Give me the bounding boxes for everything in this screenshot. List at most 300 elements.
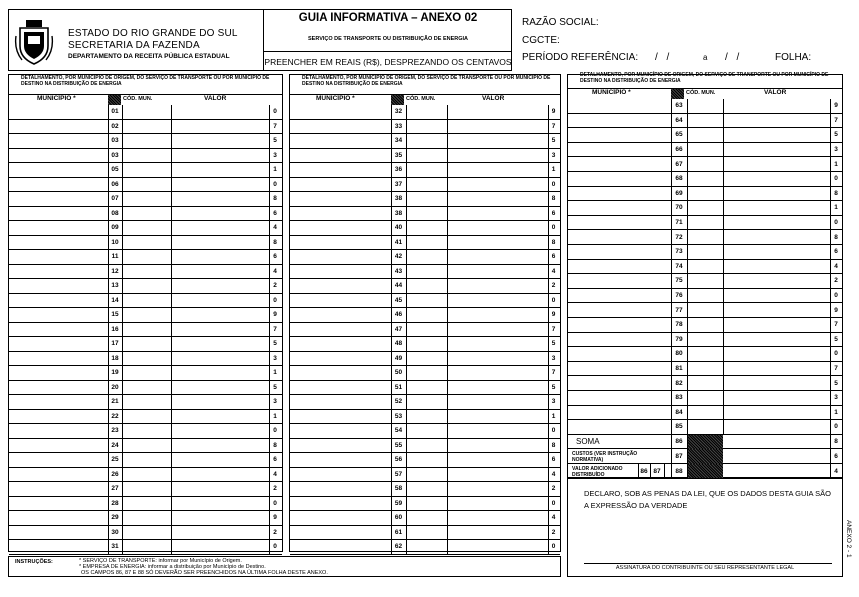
cod-mun-field[interactable]: [687, 114, 723, 128]
valor-field[interactable]: [447, 134, 548, 148]
municipio-field[interactable]: [290, 511, 391, 525]
cod-mun-field[interactable]: [122, 453, 171, 467]
cod-mun-field[interactable]: [122, 236, 171, 250]
cod-mun-field[interactable]: [687, 347, 723, 361]
table-row: [290, 526, 560, 541]
municipio-field[interactable]: [9, 366, 108, 380]
municipio-field[interactable]: [9, 308, 108, 322]
check-digit: 9: [551, 108, 556, 116]
cod-mun-field[interactable]: [406, 250, 447, 264]
municipio-field[interactable]: [9, 250, 108, 264]
valor-field[interactable]: [447, 221, 548, 235]
cod-mun-field[interactable]: [122, 163, 171, 177]
municipio-field[interactable]: [9, 410, 108, 424]
cod-mun-field[interactable]: [122, 207, 171, 221]
municipio-field[interactable]: [290, 192, 391, 206]
municipio-field[interactable]: [290, 294, 391, 308]
cod-mun-field[interactable]: [122, 265, 171, 279]
valor-field[interactable]: [447, 511, 548, 525]
cod-mun-field[interactable]: [122, 134, 171, 148]
cod-mun-field[interactable]: [122, 178, 171, 192]
valor-field[interactable]: [171, 424, 269, 438]
valor-field[interactable]: [447, 410, 548, 424]
valor-field[interactable]: [171, 381, 269, 395]
valor-field[interactable]: [723, 318, 830, 332]
cod-mun-field[interactable]: [406, 352, 447, 366]
valor-field[interactable]: [171, 178, 269, 192]
valor-field[interactable]: [723, 303, 830, 317]
row-number: 18: [111, 354, 119, 362]
cod-mun-field[interactable]: [406, 323, 447, 337]
valor-field[interactable]: [447, 236, 548, 250]
municipio-field[interactable]: [9, 323, 108, 337]
municipio-field[interactable]: [9, 439, 108, 453]
municipio-field[interactable]: [568, 362, 671, 376]
cod-mun-field[interactable]: [122, 497, 171, 511]
valor-field[interactable]: [171, 294, 269, 308]
municipio-field[interactable]: [290, 149, 391, 163]
check-digit: 6: [551, 209, 556, 217]
valor-field[interactable]: [171, 105, 269, 119]
valor-field[interactable]: [171, 120, 269, 134]
valor-field[interactable]: [447, 294, 548, 308]
cod-mun-field[interactable]: [406, 207, 447, 221]
municipio-field[interactable]: [568, 391, 671, 405]
municipio-field[interactable]: [290, 134, 391, 148]
municipio-field[interactable]: [9, 105, 108, 119]
cod-mun-field[interactable]: [687, 230, 723, 244]
valor-field[interactable]: [447, 352, 548, 366]
row-number: 01: [111, 108, 119, 116]
municipio-field[interactable]: [290, 526, 391, 540]
municipio-field[interactable]: [290, 468, 391, 482]
row-number: 84: [675, 408, 683, 416]
table-row: [568, 318, 842, 333]
cod-mun-field[interactable]: [122, 279, 171, 293]
cod-mun-field[interactable]: [122, 308, 171, 322]
municipio-field[interactable]: [290, 120, 391, 134]
valor-field[interactable]: [447, 453, 548, 467]
municipio-field[interactable]: [290, 323, 391, 337]
row-number: 78: [675, 321, 683, 329]
valor-field[interactable]: [171, 439, 269, 453]
table-row: [568, 333, 842, 348]
valor-field[interactable]: [723, 391, 830, 405]
cod-mun-field[interactable]: [122, 424, 171, 438]
valor-field[interactable]: [171, 526, 269, 540]
cod-mun-field[interactable]: [122, 410, 171, 424]
check-digit: 7: [551, 325, 556, 333]
row-number: 43: [394, 267, 403, 275]
check-digit: 6: [834, 248, 838, 256]
cod-mun-field[interactable]: [406, 410, 447, 424]
municipio-field[interactable]: [290, 221, 391, 235]
table-row: [9, 236, 282, 251]
cod-mun-field[interactable]: [406, 120, 447, 134]
municipio-field[interactable]: [9, 381, 108, 395]
row-number: 13: [111, 282, 119, 290]
valor-field[interactable]: [447, 424, 548, 438]
municipio-field[interactable]: [9, 192, 108, 206]
municipio-field[interactable]: [9, 294, 108, 308]
valor-field[interactable]: [447, 163, 548, 177]
valor-field[interactable]: [447, 120, 548, 134]
valor-field[interactable]: [171, 279, 269, 293]
municipio-field[interactable]: [568, 143, 671, 157]
cod-mun-field[interactable]: [687, 260, 723, 274]
municipio-field[interactable]: [9, 424, 108, 438]
municipio-field[interactable]: [9, 265, 108, 279]
valor-field[interactable]: [447, 178, 548, 192]
municipio-field[interactable]: [568, 347, 671, 361]
municipio-field[interactable]: [290, 308, 391, 322]
municipio-field[interactable]: [9, 149, 108, 163]
cod-mun-field[interactable]: [122, 105, 171, 119]
rows-column-3: [568, 99, 842, 435]
cod-mun-field[interactable]: [406, 526, 447, 540]
valor-field[interactable]: [723, 362, 830, 376]
municipio-field[interactable]: [290, 395, 391, 409]
table-row: [9, 279, 282, 294]
municipio-field[interactable]: [290, 497, 391, 511]
municipio-field[interactable]: [290, 439, 391, 453]
check-digit: 5: [551, 383, 556, 391]
cod-mun-field[interactable]: [122, 468, 171, 482]
table-row: [290, 337, 560, 352]
valor-field[interactable]: [447, 395, 548, 409]
cod-mun-field[interactable]: [687, 216, 723, 230]
valor-field[interactable]: [723, 143, 830, 157]
valor-field[interactable]: [447, 207, 548, 221]
valor-field[interactable]: [447, 337, 548, 351]
row-number: 08: [111, 209, 119, 217]
cod-mun-field[interactable]: [406, 366, 447, 380]
cod-mun-field[interactable]: [406, 439, 447, 453]
cod-mun-field[interactable]: [406, 236, 447, 250]
municipio-field[interactable]: [9, 352, 108, 366]
cod-mun-field[interactable]: [687, 420, 723, 434]
check-digit: 8: [551, 441, 556, 449]
ref-86: 86: [640, 468, 648, 475]
cod-mun-field[interactable]: [406, 497, 447, 511]
municipio-field[interactable]: [290, 424, 391, 438]
cod-mun-field[interactable]: [122, 366, 171, 380]
municipio-field[interactable]: [290, 352, 391, 366]
municipio-field[interactable]: [9, 395, 108, 409]
valor-field[interactable]: [171, 395, 269, 409]
municipio-field[interactable]: [290, 482, 391, 496]
table-row: [9, 381, 282, 396]
municipio-field[interactable]: [568, 333, 671, 347]
valor-field[interactable]: [447, 323, 548, 337]
cod-mun-field[interactable]: [406, 424, 447, 438]
municipio-field[interactable]: [9, 120, 108, 134]
check-digit: 5: [273, 340, 277, 348]
municipio-field[interactable]: [9, 134, 108, 148]
cod-mun-field[interactable]: [122, 294, 171, 308]
cod-mun-field[interactable]: [122, 540, 171, 554]
valor-field[interactable]: [723, 406, 830, 420]
municipio-field[interactable]: [290, 279, 391, 293]
cod-mun-field[interactable]: [122, 120, 171, 134]
table-row: [568, 260, 842, 275]
municipio-field[interactable]: [9, 207, 108, 221]
row-number: 83: [675, 394, 683, 402]
municipio-field[interactable]: [568, 201, 671, 215]
check-digit: 8: [834, 233, 838, 241]
valor-field[interactable]: [447, 366, 548, 380]
row-number: 15: [111, 311, 119, 319]
cod-mun-field[interactable]: [687, 333, 723, 347]
check-digit: 6: [273, 456, 277, 464]
valor-field[interactable]: [723, 289, 830, 303]
valor-field[interactable]: [723, 114, 830, 128]
valor-field[interactable]: [723, 274, 830, 288]
municipio-field[interactable]: [290, 265, 391, 279]
municipio-field[interactable]: [290, 410, 391, 424]
cod-mun-field[interactable]: [406, 134, 447, 148]
valor-field[interactable]: [723, 187, 830, 201]
cod-mun-field[interactable]: [122, 381, 171, 395]
cod-mun-field[interactable]: [687, 318, 723, 332]
municipio-field[interactable]: [568, 318, 671, 332]
check-digit: 1: [834, 408, 838, 416]
municipio-field[interactable]: [568, 216, 671, 230]
municipio-field[interactable]: [568, 114, 671, 128]
valor-field[interactable]: [723, 260, 830, 274]
cod-mun-field[interactable]: [406, 395, 447, 409]
cod-mun-field[interactable]: [122, 526, 171, 540]
municipio-field[interactable]: [568, 420, 671, 434]
municipio-field[interactable]: [9, 337, 108, 351]
valor-field[interactable]: [171, 482, 269, 496]
municipio-field[interactable]: [290, 453, 391, 467]
municipio-field[interactable]: [9, 468, 108, 482]
cod-mun-field[interactable]: [406, 221, 447, 235]
valor-field[interactable]: [447, 192, 548, 206]
row-number: 27: [111, 485, 119, 493]
valor-field[interactable]: [171, 366, 269, 380]
table-row: [568, 99, 842, 114]
valor-field[interactable]: [723, 376, 830, 390]
municipio-field[interactable]: [290, 337, 391, 351]
cod-mun-field[interactable]: [406, 540, 447, 554]
municipio-field[interactable]: [568, 274, 671, 288]
municipio-field[interactable]: [568, 245, 671, 259]
cod-mun-field[interactable]: [687, 99, 723, 113]
valor-field[interactable]: [723, 99, 830, 113]
municipio-field[interactable]: [290, 381, 391, 395]
valor-field[interactable]: [447, 482, 548, 496]
valor-field[interactable]: [171, 497, 269, 511]
municipio-field[interactable]: [290, 540, 391, 554]
valor-field[interactable]: [447, 149, 548, 163]
cod-mun-field[interactable]: [406, 482, 447, 496]
valor-field[interactable]: [723, 347, 830, 361]
valor-field[interactable]: [171, 250, 269, 264]
cod-mun-field[interactable]: [687, 406, 723, 420]
valor-field[interactable]: [723, 201, 830, 215]
municipio-field[interactable]: [568, 187, 671, 201]
municipio-field[interactable]: [568, 230, 671, 244]
table-row: [9, 207, 282, 222]
row-number: 77: [675, 306, 683, 314]
valor-field[interactable]: [171, 323, 269, 337]
municipio-field[interactable]: [568, 376, 671, 390]
municipio-field[interactable]: [290, 366, 391, 380]
cod-mun-field[interactable]: [122, 250, 171, 264]
valor-field[interactable]: [171, 192, 269, 206]
row-number: 73: [675, 248, 683, 256]
row-number: 72: [675, 233, 683, 241]
cod-mun-field[interactable]: [122, 511, 171, 525]
cod-mun-field[interactable]: [406, 337, 447, 351]
cod-mun-field[interactable]: [687, 143, 723, 157]
cod-mun-field[interactable]: [122, 352, 171, 366]
municipio-field[interactable]: [568, 260, 671, 274]
municipio-field[interactable]: [9, 163, 108, 177]
cod-mun-field[interactable]: [687, 245, 723, 259]
valor-field[interactable]: [447, 439, 548, 453]
row-number: 05: [111, 166, 119, 174]
municipio-field[interactable]: [290, 163, 391, 177]
cod-mun-field[interactable]: [687, 157, 723, 171]
cod-mun-field[interactable]: [122, 149, 171, 163]
valor-field[interactable]: [171, 221, 269, 235]
valor-field[interactable]: [447, 279, 548, 293]
cod-mun-field[interactable]: [406, 105, 447, 119]
municipio-field[interactable]: [568, 303, 671, 317]
municipio-field[interactable]: [9, 482, 108, 496]
valor-field[interactable]: [171, 265, 269, 279]
municipio-field[interactable]: [9, 453, 108, 467]
valor-field[interactable]: [171, 453, 269, 467]
valor-field[interactable]: [723, 157, 830, 171]
cod-mun-field[interactable]: [687, 128, 723, 142]
municipio-field[interactable]: [568, 406, 671, 420]
municipio-field[interactable]: [9, 497, 108, 511]
cod-mun-field[interactable]: [406, 265, 447, 279]
municipio-field[interactable]: [290, 105, 391, 119]
municipio-field[interactable]: [568, 172, 671, 186]
valor-field[interactable]: [171, 468, 269, 482]
cod-mun-field[interactable]: [687, 187, 723, 201]
check-digit: 4: [551, 470, 556, 478]
cod-mun-field[interactable]: [122, 482, 171, 496]
cod-mun-field[interactable]: [687, 391, 723, 405]
cod-mun-field[interactable]: [687, 303, 723, 317]
cod-mun-field[interactable]: [406, 178, 447, 192]
row-number: 49: [394, 354, 403, 362]
valor-field[interactable]: [447, 250, 548, 264]
cod-mun-field[interactable]: [122, 192, 171, 206]
valor-field[interactable]: [447, 265, 548, 279]
valor-field[interactable]: [447, 497, 548, 511]
cod-mun-field[interactable]: [687, 201, 723, 215]
valor-field[interactable]: [447, 468, 548, 482]
valor-field[interactable]: [723, 172, 830, 186]
valor-field[interactable]: [171, 236, 269, 250]
valor-field[interactable]: [723, 333, 830, 347]
municipio-field[interactable]: [9, 279, 108, 293]
cod-mun-field[interactable]: [406, 453, 447, 467]
cod-mun-field[interactable]: [687, 289, 723, 303]
municipio-field[interactable]: [568, 157, 671, 171]
municipio-field[interactable]: [9, 178, 108, 192]
row-number: 16: [111, 325, 119, 333]
valor-field[interactable]: [447, 526, 548, 540]
valor-field[interactable]: [171, 352, 269, 366]
valor-field[interactable]: [723, 128, 830, 142]
valor-field[interactable]: [723, 245, 830, 259]
table-row: [290, 366, 560, 381]
check-digit: 0: [551, 499, 556, 507]
municipio-field[interactable]: [290, 207, 391, 221]
valor-field[interactable]: [447, 308, 548, 322]
cod-mun-field[interactable]: [122, 439, 171, 453]
row-number: 23: [111, 427, 119, 435]
cod-mun-field[interactable]: [122, 395, 171, 409]
cod-mun-field[interactable]: [406, 381, 447, 395]
cod-mun-field[interactable]: [687, 274, 723, 288]
cod-mun-field[interactable]: [122, 337, 171, 351]
cod-mun-field[interactable]: [122, 323, 171, 337]
valor-field[interactable]: [723, 230, 830, 244]
valor-field[interactable]: [171, 308, 269, 322]
cod-mun-field[interactable]: [687, 172, 723, 186]
municipio-field[interactable]: [9, 511, 108, 525]
valor-field[interactable]: [171, 511, 269, 525]
valor-field[interactable]: [723, 216, 830, 230]
municipio-field[interactable]: [568, 99, 671, 113]
valor-field[interactable]: [447, 381, 548, 395]
cod-mun-field[interactable]: [406, 468, 447, 482]
cod-mun-field[interactable]: [687, 376, 723, 390]
table-row: [9, 323, 282, 338]
cod-mun-field[interactable]: [406, 294, 447, 308]
valor-field[interactable]: [171, 163, 269, 177]
municipio-field[interactable]: [290, 236, 391, 250]
municipio-field[interactable]: [9, 221, 108, 235]
cod-mun-field[interactable]: [122, 221, 171, 235]
municipio-field[interactable]: [9, 236, 108, 250]
municipio-field[interactable]: [9, 540, 108, 554]
valor-field[interactable]: [723, 420, 830, 434]
valor-field[interactable]: [171, 337, 269, 351]
municipio-field[interactable]: [568, 289, 671, 303]
cod-mun-field[interactable]: [406, 192, 447, 206]
rows-column-2: [290, 105, 560, 551]
valor-field[interactable]: [171, 134, 269, 148]
municipio-field[interactable]: [568, 128, 671, 142]
cod-mun-field[interactable]: [406, 279, 447, 293]
valor-field[interactable]: [447, 540, 548, 554]
municipio-field[interactable]: [9, 526, 108, 540]
municipio-field[interactable]: [290, 250, 391, 264]
municipio-field[interactable]: [290, 178, 391, 192]
cod-mun-field[interactable]: [406, 163, 447, 177]
valor-field[interactable]: [447, 105, 548, 119]
valor-field[interactable]: [171, 207, 269, 221]
cod-mun-field[interactable]: [406, 511, 447, 525]
cod-mun-field[interactable]: [406, 149, 447, 163]
valor-field[interactable]: [171, 149, 269, 163]
cod-mun-field[interactable]: [406, 308, 447, 322]
check-digit: 4: [834, 262, 838, 270]
cod-mun-field[interactable]: [687, 362, 723, 376]
valor-field[interactable]: [171, 540, 269, 554]
valor-field[interactable]: [171, 410, 269, 424]
